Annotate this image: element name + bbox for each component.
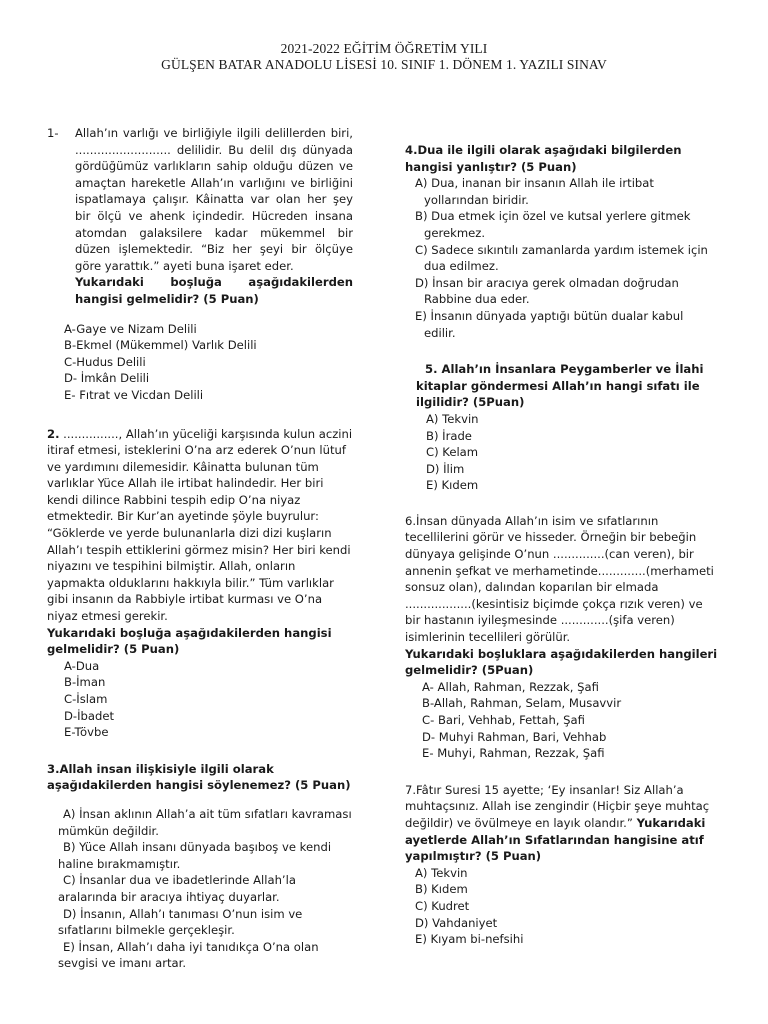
question-1-option-d[interactable]: D- İmkân Delili — [64, 371, 150, 386]
question-1-text: Allah’ın varlığı ve birliğiyle ilgili delillerden biri, .......................... delilidir. Bu delil dış dünyada gördüğümüz varlıkların sahip olduğu düzen ve amaçtan hareketle Allah’ın varlığını ve birliğini ispatlamaya çalışır. Kâinatta var olan her şey bir ölçü ve ahenk içindedir. Hücreden insana atomdan galaksilere kadar mükemmel bir düzen işlemektedir. “Biz her şeyi bir ölçüye göre yarattık.” ayeti buna işaret eder. — [75, 126, 353, 273]
question-7-option-c[interactable]: C) Kudret — [415, 898, 470, 913]
question-5 — [405, 361, 718, 494]
question-5-prompt: 5. Allah’ın İnsanlara Peygamberler ve İlahi kitaplar göndermesi Allah’ın hangi sıfatı ile ilgilidir? (5Puan) — [416, 362, 704, 410]
question-2-prompt: Yukarıdaki boşluğa aşağıdakilerden hangisi gelmelidir? (5 Puan) — [47, 625, 332, 657]
question-6-option-c[interactable]: C- Bari, Vehhab, Fettah, Şafi — [422, 713, 585, 727]
question-3-option-c[interactable]: C) İnsanlar dua ve ibadetlerinde Allah’la aralarında bir aracıya ihtiyaç duyarlar. — [58, 873, 296, 904]
question-2-text — [47, 426, 353, 625]
question-6-option-e[interactable]: E- Muhyi, Rahman, Rezzak, Şafi — [422, 746, 605, 761]
question-4-option-d[interactable]: D) İnsan bir aracıya gerek olmadan doğrudan Rabbine dua eder. — [415, 275, 679, 307]
question-5-option-c[interactable]: C) Kelam — [426, 445, 479, 460]
right-column — [405, 142, 718, 948]
question-1-option-a[interactable]: A-Gaye ve Nizam Delili — [64, 321, 197, 336]
question-7-text — [405, 782, 718, 865]
question-2-option-c[interactable]: C-İslam — [64, 692, 108, 706]
question-2-option-d[interactable]: D-İbadet — [64, 708, 115, 723]
question-1-option-e[interactable]: E- Fıtrat ve Vicdan Delili — [64, 387, 204, 402]
exam-year-title: 2021-2022 EĞİTİM ÖĞRETİM YILI — [280, 41, 488, 56]
question-7-body: 7.Fâtır Suresi 15 ayette; ‘Ey insanlar! Siz Allah’a muhtaçsınız. Allah ise zengindir (Hiçbir şeye muhtaç değildir) ve övülmeye en layık olandır.” — [405, 782, 710, 830]
question-2-options — [64, 658, 353, 741]
question-2-option-a[interactable]: A-Dua — [64, 658, 100, 673]
left-column — [47, 125, 353, 972]
question-5-option-d[interactable]: D) İlim — [426, 461, 465, 476]
question-1 — [47, 125, 353, 308]
question-7-option-a[interactable]: A) Tekvin — [415, 865, 468, 880]
question-5-option-b[interactable]: B) İrade — [426, 428, 472, 443]
question-1-options — [64, 321, 353, 404]
question-2 — [47, 426, 353, 741]
question-6-prompt: Yukarıdaki boşluklara aşağıdakilerden hangileri gelmelidir? (5Puan) — [405, 646, 718, 678]
question-4 — [405, 142, 718, 341]
question-3-option-b[interactable]: B) Yüce Allah insanı dünyada başıboş ve kendi haline bırakmamıştır. — [58, 840, 332, 871]
question-7-option-e[interactable]: E) Kıyam bi-nefsihi — [415, 932, 524, 947]
question-4-option-a[interactable]: A) Dua, inanan bir insanın Allah ile irtibat yollarından biridir. — [415, 176, 654, 207]
question-7-option-b[interactable]: B) Kıdem — [415, 882, 468, 897]
question-6-option-b[interactable]: B-Allah, Rahman, Selam, Musavvir — [422, 696, 622, 711]
exam-header — [0, 41, 768, 73]
question-3-option-e[interactable]: E) İnsan, Allah’ı daha iyi tanıdıkça O’na olan sevgisi ve imanı artar. — [58, 939, 319, 971]
question-1-number: 1- — [47, 126, 59, 140]
question-6 — [405, 513, 718, 762]
question-5-option-a[interactable]: A) Tekvin — [426, 411, 479, 426]
question-3-option-a[interactable]: A) İnsan aklının Allah’a ait tüm sıfatları kavraması mümkün değildir. — [58, 806, 352, 838]
question-6-text: 6.İnsan dünyada Allah’ın isim ve sıfatlarının tecellilerini görür ve hisseder. Örneğin bir bebeğin dünyaya gelişinde O’nun ..............(can veren), bir annenin şefkat ve merhametinde.............(merhameti sonsuz olan), dalından koparılan bir elmada ..................(kesintisiz biçimde çokça rızık veren) ve bir hastanın iyileşmesinde .............(şifa veren) isimlerinin tecellileri görülür. — [405, 513, 714, 645]
question-2-body: ..............., Allah’ın yüceliği karşısında kulun aczini itiraf etmesi, isteklerini O’na arz ederek O’nun lütuf ve yardımını dilemesidir. Kâinatta bulunan tüm varlıklar Yüce Allah ile irtibat halindedir. Her biri kendi dilince Rabbini tespih edip O’na niyaz etmektedir. Bir Kur’an ayetinde şöyle buyrulur: “Göklerde ve yerde bulunanlarla dizi dizi kuşların Allah’ı tespih ettiklerini görmez misin? Her biri kendi niyazını ve tespihini bilmiştir. Allah, onların yapmakta olduklarını hakkıyla bilir.” Tüm varlıklar gibi insanın da Rabbiyle irtibat kurması ve O’na niyaz etmesi gerekir. — [47, 426, 353, 624]
question-2-number: 2. — [47, 426, 60, 441]
question-4-option-e[interactable]: E) İnsanın dünyada yaptığı bütün dualar kabul edilir. — [415, 308, 684, 340]
question-1-option-b[interactable]: B-Ekmel (Mükemmel) Varlık Delili — [64, 338, 257, 353]
question-3-option-d[interactable]: D) İnsanın, Allah’ı tanıması O’nun isim ve sıfatlarını bilmekle gerçekleşir. — [58, 906, 303, 938]
question-5-option-e[interactable]: E) Kıdem — [426, 478, 479, 493]
exam-school-title: GÜLŞEN BATAR ANADOLU LİSESİ 10. SINIF 1. DÖNEM 1. YAZILI SINAV — [161, 57, 607, 72]
question-2-option-e[interactable]: E-Tövbe — [64, 725, 109, 740]
question-2-option-b[interactable]: B-İman — [64, 675, 106, 690]
question-3 — [47, 761, 353, 972]
question-4-prompt: 4.Dua ile ilgili olarak aşağıdaki bilgilerden hangisi yanlıştır? (5 Puan) — [405, 143, 682, 174]
question-3-prompt: 3.Allah insan ilişkisiyle ilgili olarak aşağıdakilerden hangisi söylenemez? (5 Puan) — [47, 761, 351, 793]
question-7 — [405, 782, 718, 948]
question-1-prompt: Yukarıdaki boşluğa aşağıdakilerden hangisi gelmelidir? (5 Puan) — [75, 275, 353, 306]
question-6-option-a[interactable]: A- Allah, Rahman, Rezzak, Şafi — [422, 679, 599, 694]
question-7-option-d[interactable]: D) Vahdaniyet — [415, 915, 498, 930]
question-4-option-c[interactable]: C) Sadece sıkıntılı zamanlarda yardım istemek için dua edilmez. — [415, 242, 708, 274]
question-4-option-b[interactable]: B) Dua etmek için özel ve kutsal yerlere gitmek gerekmez. — [415, 209, 691, 240]
question-1-option-c[interactable]: C-Hudus Delili — [64, 354, 146, 369]
question-6-option-d[interactable]: D- Muhyi Rahman, Bari, Vehhab — [422, 729, 607, 744]
question-7-prompt: Yukarıdaki ayetlerde Allah’ın Sıfatlarından hangisine atıf yapılmıştır? (5 Puan) — [405, 815, 706, 864]
